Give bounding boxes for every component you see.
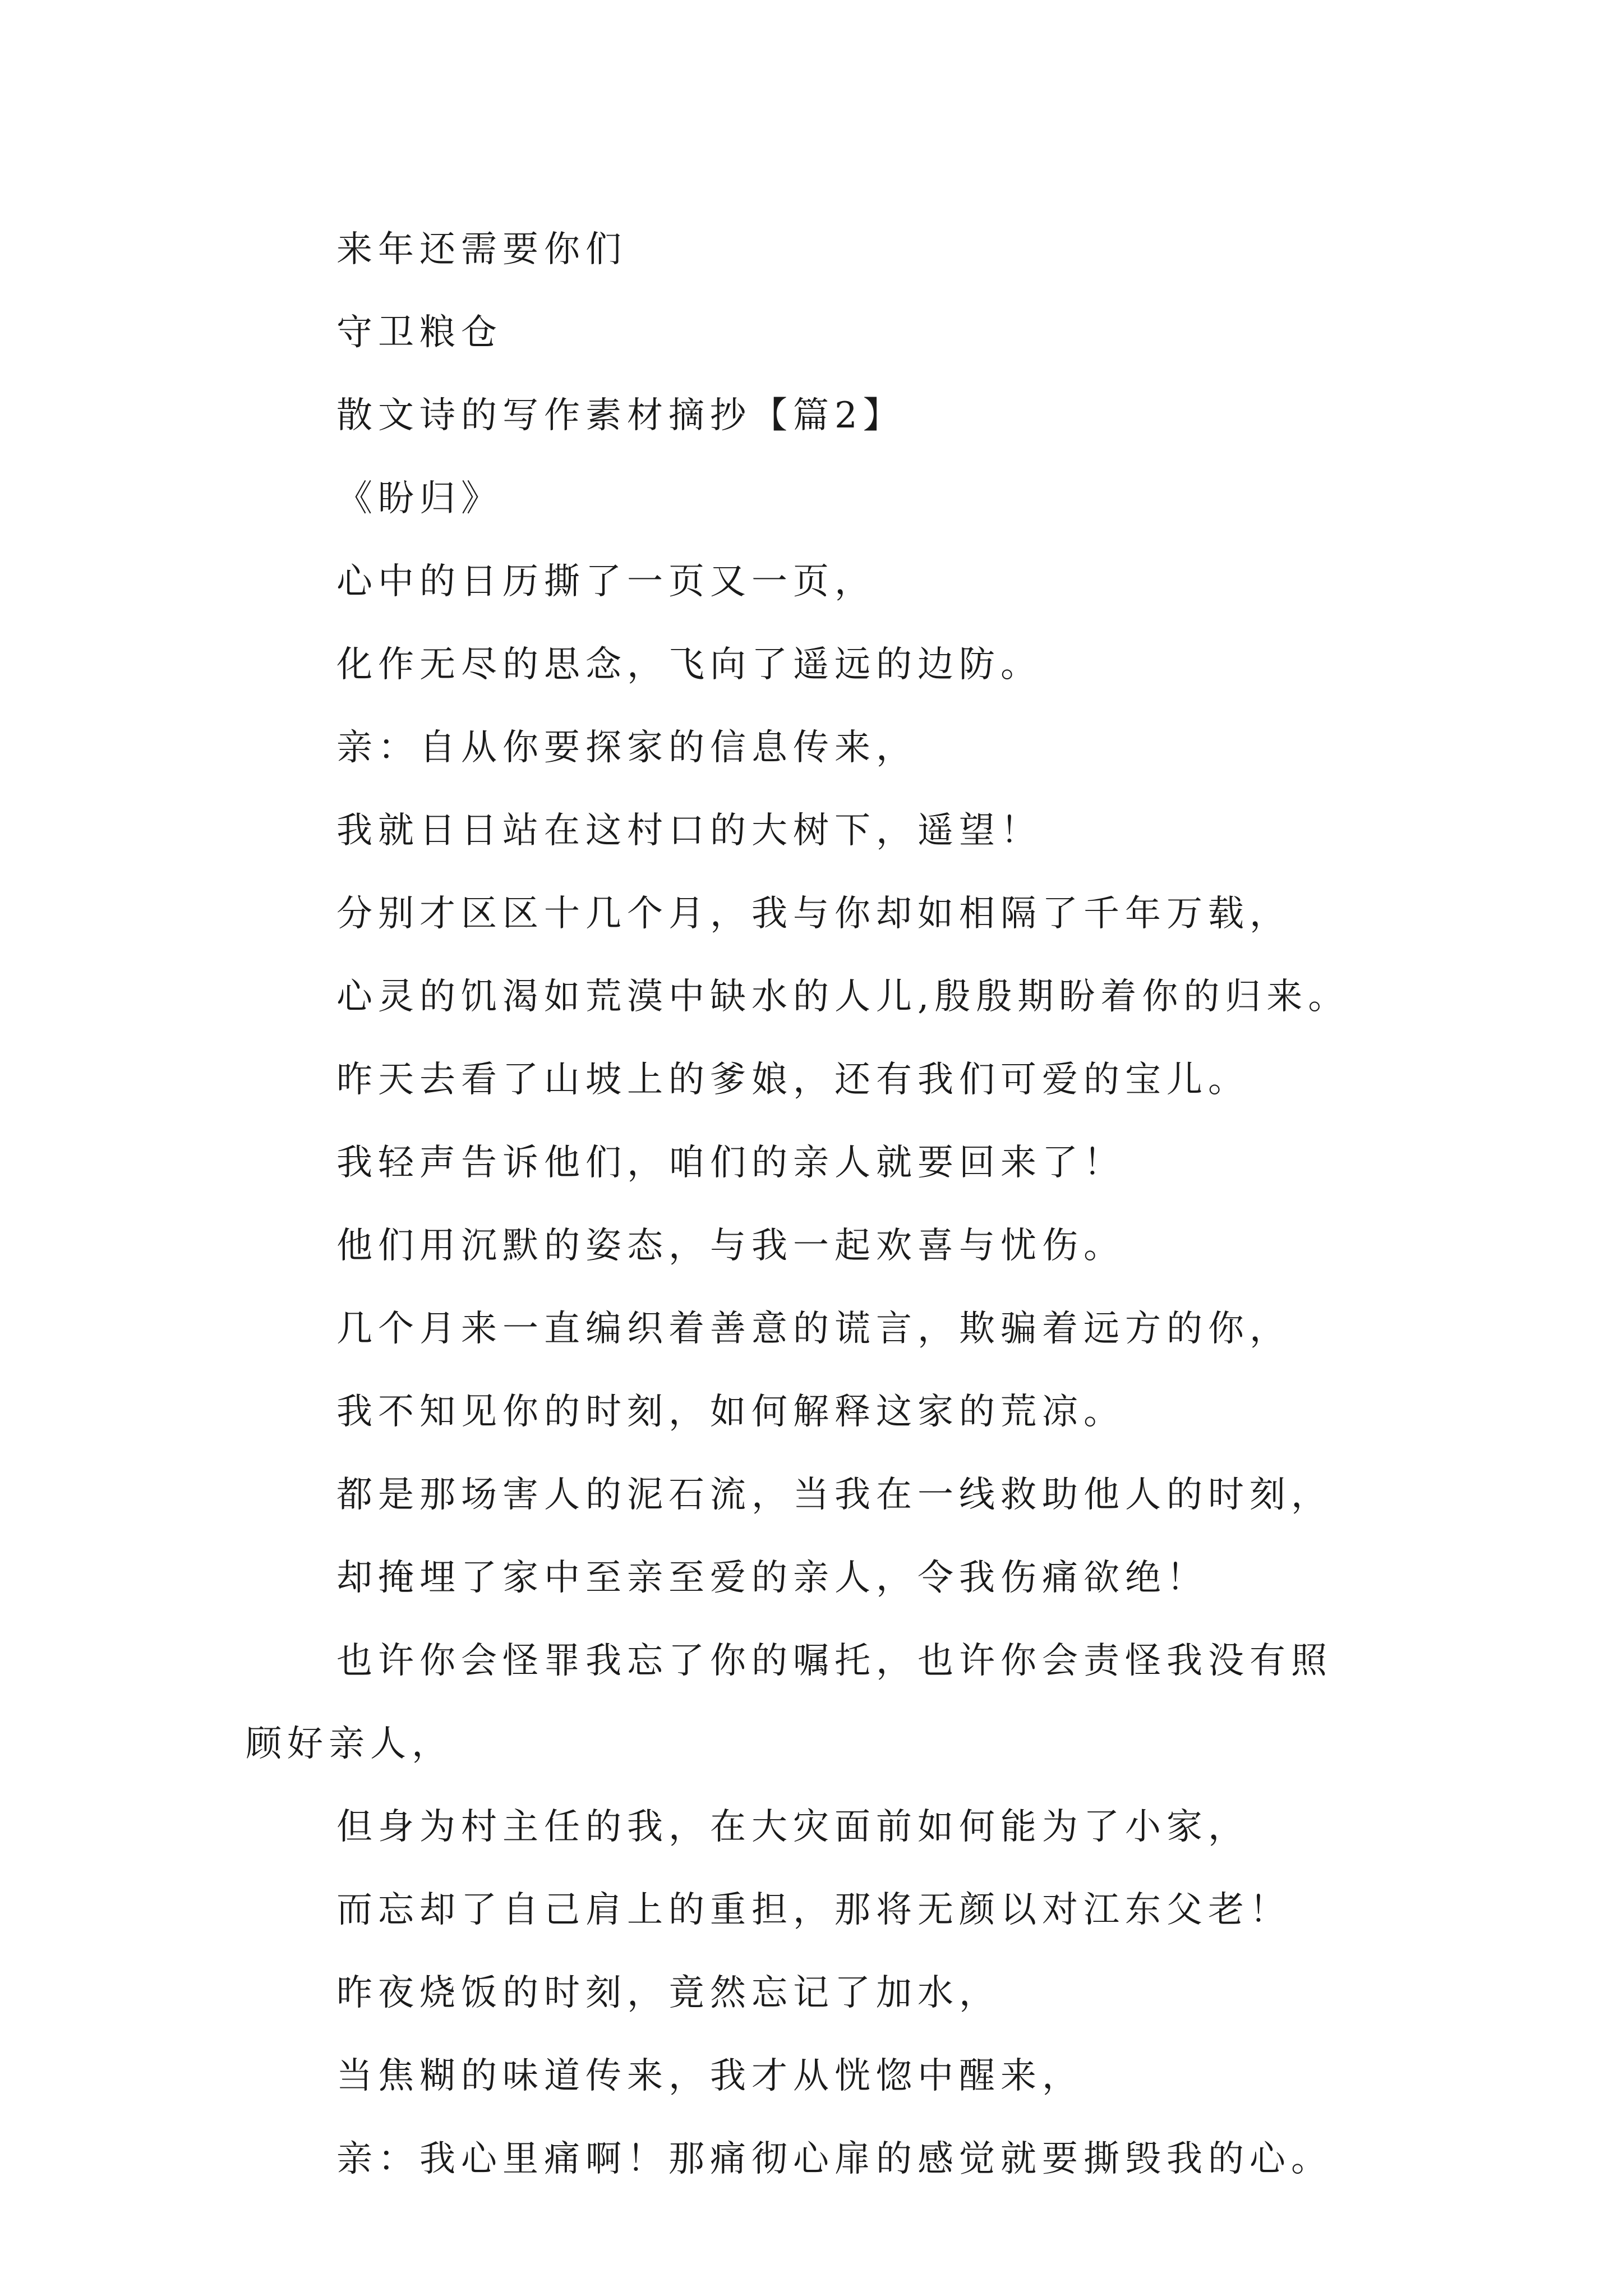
text-line: 心灵的饥渴如荒漠中缺水的人儿,殷殷期盼着你的归来。 — [336, 976, 1350, 1018]
text-line: 昨夜烧饭的时刻，竟然忘记了加水， — [336, 1972, 1000, 2014]
text-line: 他们用沉默的姿态，与我一起欢喜与忧伤。 — [336, 1225, 1125, 1267]
text-line-continuation: 顾好亲人， — [246, 1723, 453, 1765]
text-line: 我就日日站在这村口的大树下，遥望！ — [336, 810, 1042, 852]
text-line: 亲：我心里痛啊！那痛彻心扉的感觉就要撕毁我的心。 — [336, 2138, 1332, 2180]
text-line: 昨天去看了山坡上的爹娘，还有我们可爱的宝儿。 — [336, 1059, 1249, 1101]
text-line: 当焦糊的味道传来，我才从恍惚中醒来， — [336, 2055, 1083, 2097]
text-line: 我轻声告诉他们，咱们的亲人就要回来了！ — [336, 1142, 1125, 1184]
text-line: 化作无尽的思念，飞向了遥远的边防。 — [336, 644, 1042, 685]
text-line: 守卫粮仓 — [336, 312, 502, 353]
text-line: 但身为村主任的我，在大灾面前如何能为了小家， — [336, 1806, 1249, 1848]
text-line: 心中的日历撕了一页又一页， — [336, 561, 876, 602]
text-line: 分别才区区十几个月，我与你却如相隔了千年万载， — [336, 893, 1291, 935]
text-line: 却掩埋了家中至亲至爱的亲人，令我伤痛欲绝！ — [336, 1557, 1208, 1599]
text-line: 几个月来一直编织着善意的谎言，欺骗着远方的你， — [336, 1308, 1291, 1350]
text-line: 我不知见你的时刻，如何解释这家的荒凉。 — [336, 1391, 1125, 1433]
text-line: 来年还需要你们 — [336, 229, 627, 270]
text-line: 而忘却了自己肩上的重担，那将无颜以对江东父老！ — [336, 1889, 1291, 1931]
text-line: 亲：自从你要探家的信息传来， — [336, 727, 917, 769]
text-line: 也许你会怪罪我忘了你的嘱托，也许你会责怪我没有照 — [336, 1640, 1332, 1682]
section-heading: 散文诗的写作素材摘抄【篇2】 — [336, 395, 905, 436]
poem-title: 《盼归》 — [336, 478, 502, 519]
text-line: 都是那场害人的泥石流，当我在一线救助他人的时刻， — [336, 1474, 1332, 1516]
